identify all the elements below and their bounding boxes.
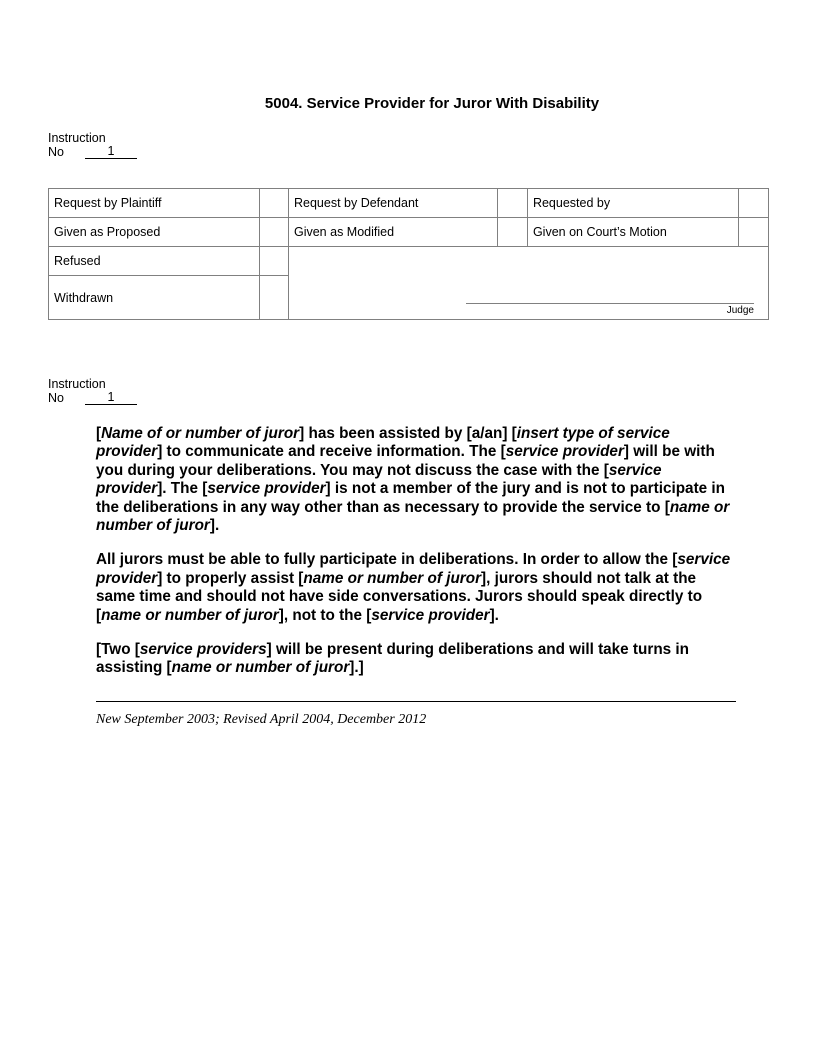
given-as-proposed-box[interactable]	[259, 218, 288, 247]
placeholder-text: name or number of juror	[96, 498, 730, 535]
refused-box[interactable]	[259, 247, 288, 276]
placeholder-text: name or number of juror	[171, 659, 350, 677]
body-text-run: ], jurors should not talk at the same time and should not have side conversations. Jurors should speak directly to [	[96, 569, 703, 624]
table-row	[49, 189, 769, 218]
withdrawn-box[interactable]	[259, 276, 288, 320]
instruction-body	[96, 425, 736, 694]
given-as-modified-label: Given as Modified	[288, 218, 497, 247]
placeholder-text: service provider	[96, 551, 731, 587]
given-on-courts-motion-label: Given on Court’s Motion	[527, 218, 739, 247]
body-text-run: ]. The [	[157, 480, 208, 498]
body-text-run: [	[96, 425, 102, 442]
placeholder-text: service provider	[96, 461, 662, 498]
body-text-run: ], not to the [	[278, 606, 372, 624]
request-by-plaintiff-label: Request by Plaintiff	[49, 189, 260, 218]
placeholder-text: service provider	[207, 480, 326, 498]
instruction-label: Instruction	[48, 131, 106, 145]
placeholder-text: Name of or number of juror	[101, 425, 300, 442]
given-as-modified-box[interactable]	[498, 218, 527, 247]
instruction-no-value: 1	[85, 145, 137, 159]
body-text-run: ] to properly assist [	[157, 569, 304, 587]
request-by-defendant-box[interactable]	[498, 189, 527, 218]
instruction-status-table	[48, 188, 769, 320]
body-text-run: ] will be with you during your deliberations. You may not discuss the case with the [	[96, 443, 715, 479]
withdrawn-label: Withdrawn	[49, 276, 260, 320]
body-text-run: ] is not a member of the jury and is not to participate in the deliberations in any way other than as necessary to provide the service to [	[96, 480, 726, 516]
body-paragraph-2	[96, 551, 736, 625]
instruction-label: Instruction	[48, 377, 106, 391]
instruction-no-row	[48, 145, 137, 159]
body-text-run: ] will be present during deliberations and will take turns in assisting [	[96, 641, 690, 677]
body-text-run: All jurors must be able to fully participate in deliberations. In order to allow the [	[96, 551, 678, 569]
instruction-number-top	[48, 131, 137, 159]
refused-label: Refused	[49, 247, 260, 276]
revision-history: New September 2003; Revised April 2004, December 2012	[96, 712, 427, 727]
no-label: No	[48, 145, 64, 159]
placeholder-text: service providers	[139, 641, 267, 659]
table-row	[49, 218, 769, 247]
placeholder-text: service provider	[505, 443, 624, 461]
given-as-proposed-label: Given as Proposed	[49, 218, 260, 247]
divider	[96, 701, 736, 702]
instruction-no-value: 1	[85, 391, 137, 405]
body-text-run: ] to communicate and receive information. The [	[157, 443, 506, 461]
placeholder-text: name or number of juror	[101, 606, 279, 624]
body-text-run: ].	[209, 517, 220, 535]
body-text-run: ].]	[349, 659, 364, 677]
instruction-no-row	[48, 391, 137, 405]
body-text-run: ] has been assisted by [a/an] [	[299, 425, 517, 442]
request-by-plaintiff-box[interactable]	[259, 189, 288, 218]
judge-label: Judge	[726, 305, 754, 316]
request-by-defendant-label: Request by Defendant	[288, 189, 497, 218]
body-text-run: [Two [	[96, 641, 140, 659]
given-on-courts-motion-box[interactable]	[739, 218, 769, 247]
page-title: 5004. Service Provider for Juror With Disability	[264, 95, 600, 112]
body-paragraph-3	[96, 641, 736, 678]
body-text-run: ].	[489, 606, 499, 624]
judge-signature-line[interactable]	[466, 303, 754, 304]
requested-by-box[interactable]	[739, 189, 769, 218]
placeholder-text: service provider	[371, 606, 490, 624]
instruction-number-bottom	[48, 377, 137, 405]
no-label: No	[48, 391, 64, 405]
table-row	[49, 247, 769, 276]
judge-signature-cell	[288, 247, 768, 320]
requested-by-label: Requested by	[527, 189, 739, 218]
body-paragraph-1	[96, 425, 736, 535]
placeholder-text: name or number of juror	[303, 569, 482, 587]
placeholder-text: insert type of service provider	[96, 425, 670, 461]
